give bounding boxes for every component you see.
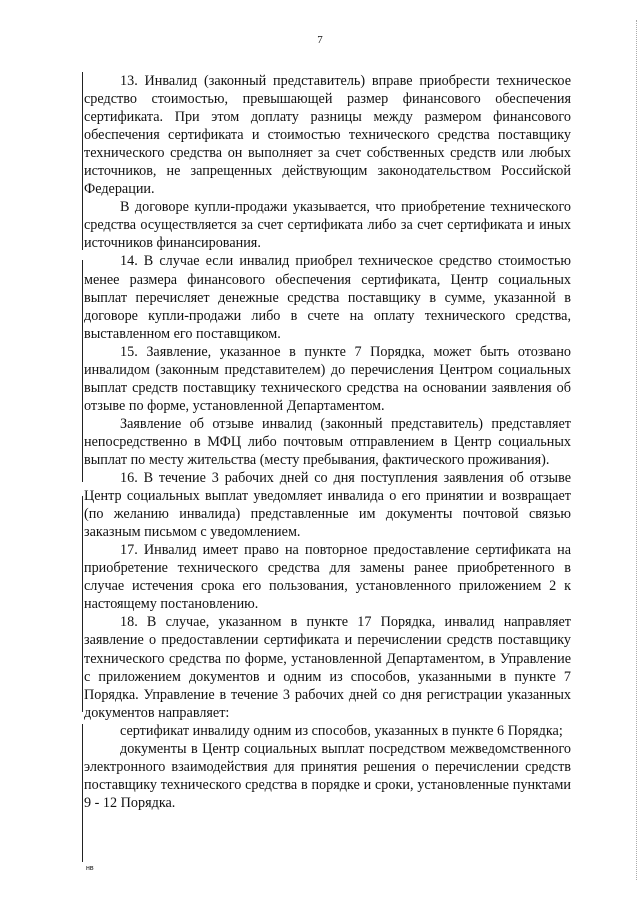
paragraph-16: 16. В течение 3 рабочих дней со дня поступления заявления об отзыве Центр социальных выплат уведомляет инвалида о его принятии и возвращает (по желанию инвалида) представленные им документы почтовой связью заказным письмом с уведомлением.	[84, 470, 571, 541]
scan-edge-line	[635, 20, 637, 880]
paragraph-17: 17. Инвалид имеет право на повторное предоставление сертификата на приобретение технического средства для замены ранее приобретенного в случае истечения срока его пользования, установленного приложением 2 к настоящему постановлению.	[84, 542, 571, 613]
paragraph-14: 14. В случае если инвалид приобрел техническое средство стоимостью менее размера финансового обеспечения сертификата, Центр социальных выплат перечисляет денежные средства поставщику в сумме, указанной в договоре купли-продажи либо в счете на оплату технического средства, выставленном его поставщиком.	[84, 253, 571, 342]
paragraph-contract: В договоре купли-продажи указывается, что приобретение технического средства осуществляется за счет сертификата либо за счет сертификата и иных источников финансирования.	[84, 199, 571, 252]
paragraph-13: 13. Инвалид (законный представитель) вправе приобрести техническое средство стоимостью, превышающей размер финансового обеспечения сертификата. При этом доплату разницы между размером финансового обеспечения сертификата и стоимостью технического средства поставщику технического средства он выполняет за счет собственных средств или любых источников, не запрещенных действующим законодательством Российской Федерации.	[84, 73, 571, 198]
paragraph-15: 15. Заявление, указанное в пункте 7 Порядка, может быть отозвано инвалидом (законным представителем) до перечисления Центром социальных выплат средств поставщику технического средства на основании заявления об отзыве по форме, установленной Департаментом.	[84, 343, 571, 414]
page-number: 7	[317, 34, 323, 46]
footer-code: нв	[86, 865, 94, 872]
paragraph-documents: документы в Центр социальных выплат посредством межведомственного электронного взаимодействия для принятия решения о перечислении средств поставщику технического средства в порядке и сроки, установленные пунктами 9 - 12 Порядка.	[84, 740, 571, 811]
paragraph-certificate: сертификат инвалиду одним из способов, указанных в пункте 6 Порядка;	[120, 722, 563, 739]
document-body	[84, 72, 571, 812]
paragraph-18: 18. В случае, указанном в пункте 17 Порядка, инвалид направляет заявление о предоставлении сертификата и перечислении средств поставщику технического средства по форме, установленной Департаментом, в Управление с приложением документов и одним из способов, указанными в пункте 7 Порядка. Управление в течение 3 рабочих дней со дня регистрации указанных документов направляет:	[84, 614, 571, 721]
paragraph-withdrawal: Заявление об отзыве инвалид (законный представитель) представляет непосредственно в МФЦ либо почтовым отправлением в Центр социальных выплат по месту жительства (месту пребывания, фактического проживания).	[84, 415, 571, 468]
